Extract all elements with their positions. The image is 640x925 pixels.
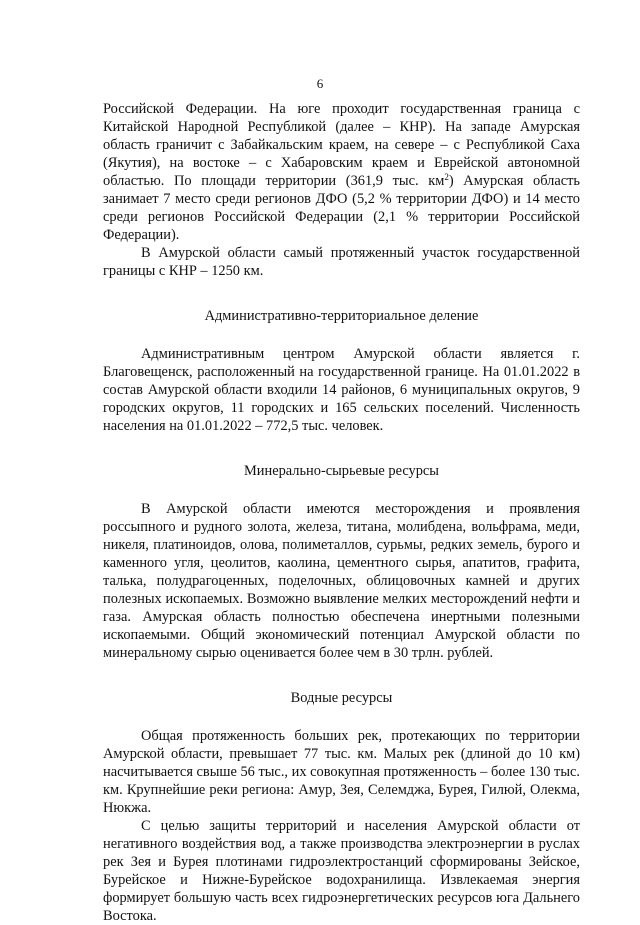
section-paragraph: С целью защиты территорий и населения Амурской области от негативного воздействия вод, а также производства электроэнергии в руслах рек Зея и Бурея плотинами гидроэлектростанций сформированы Зейское, Бурейское и Нижне-Бурейское водохранилища. Извлекаемая энергия формирует большую часть всех гидроэнергетических ресурсов юга Дальнего Востока. [103, 818, 580, 924]
intro-paragraph-1 [103, 100, 580, 244]
intro-text-b: ) Амурская область занимает 7 место среди регионов ДФО (5,2 % территории ДФО) и 14 место среди регионов Российской Федерации (2,1 % территории Российской Федерации). [103, 173, 580, 243]
section-heading-minerals: Минерально-сырьевые ресурсы [244, 463, 439, 479]
document-body [103, 100, 580, 925]
section-paragraph: Общая протяженность больших рек, протекающих по территории Амурской области, превышает 77 тыс. км. Малых рек (длиной до 10 км) насчитывается свыше 56 тыс., их совокупная протяженность – более 130 тыс. км. Крупнейшие реки региона: Амур, Зея, Селемджа, Бурея, Гилюй, Олекма, Нюкжа. [103, 728, 580, 816]
section-heading-administrative: Административно-территориальное деление [204, 308, 479, 324]
section-heading-water: Водные ресурсы [290, 690, 393, 706]
section-paragraph: Административным центром Амурской области является г. Благовещенск, расположенный на государственной границе. На 01.01.2022 в состав Амурской области входили 14 районов, 6 муниципальных округов, 9 городских округов, 11 городских и 165 сельских поселений. Численность населения на 01.01.2022 – 772,5 тыс. человек. [103, 346, 580, 434]
intro-paragraph-2: В Амурской области самый протяженный участок государственной границы с КНР – 1250 км. [103, 245, 580, 279]
page-number: 6 [316, 76, 324, 91]
superscript-2: 2 [444, 172, 449, 182]
section-paragraph: В Амурской области имеются месторождения и проявления россыпного и рудного золота, железа, титана, молибдена, вольфрама, меди, никеля, платиноидов, олова, полиметаллов, сурьмы, редких земель, бурого и каменного угля, цеолитов, каолина, цементного сырья, апатитов, графита, талька, полудрагоценных, поделочных, облицовочных камней и других полезных ископаемых. Возможно выявление мелких месторождений нефти и газа. Амурская область полностью обеспечена инертными полезными ископаемыми. Общий экономический потенциал Амурской области по минеральному сырью оценивается более чем в 30 трлн. рублей. [103, 501, 580, 661]
intro-text-a: Российской Федерации. На юге проходит государственная граница с Китайской Народной Республикой (далее – КНР). На западе Амурская область граничит с Забайкальским краем, на севере – с Республикой Саха (Якутия), на востоке – с Хабаровским краем и Еврейской автономной областью. По площади территории (361,9 тыс. км [103, 101, 580, 189]
